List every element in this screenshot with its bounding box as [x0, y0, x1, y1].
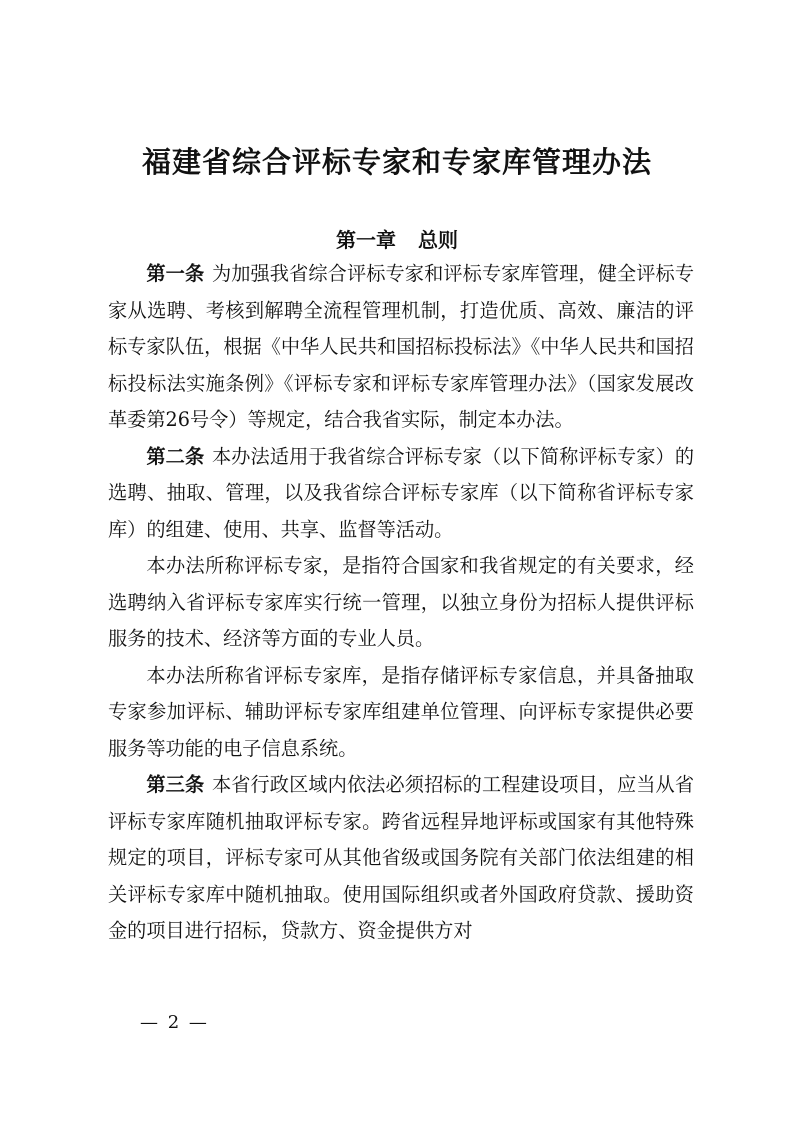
chapter-heading — [0, 224, 794, 253]
paragraph-text: 本办法所称省评标专家库，是指存储评标专家信息，并具备抽取专家参加评标、辅助评标专家库组建单位管理、向评标专家提供必要服务等功能的电子信息系统。 — [108, 663, 694, 760]
paragraph-text: 本办法适用于我省综合评标专家（以下简称评标专家）的选聘、抽取、管理，以及我省综合评标专家库（以下简称省评标专家库）的组建、使用、共享、监督等活动。 — [108, 444, 695, 541]
paragraph-library-definition — [108, 658, 694, 768]
paragraph-text: 为加强我省综合评标专家和评标专家库管理，健全评标专家从选聘、考核到解聘全流程管理机制，打造优质、高效、廉洁的评标专家队伍，根据《中华人民共和国招标投标法》《中华人民共和国招标投标法实施条例》《评标专家和评标专家库管理办法》（国家发展改革委第26号令）等规定，结合我省实际，制定本办法。 — [108, 262, 695, 431]
paragraph-article-1 — [108, 256, 694, 439]
paragraph-text: 本办法所称评标专家，是指符合国家和我省规定的有关要求，经选聘纳入省评标专家库实行统一管理，以独立身份为招标人提供评标服务的技术、经济等方面的专业人员。 — [108, 554, 694, 650]
article-label: 第三条 — [146, 773, 205, 796]
paragraph-article-2 — [108, 439, 694, 549]
document-body — [108, 256, 694, 950]
paragraph-text: 本省行政区域内依法必须招标的工程建设项目，应当从省评标专家库随机抽取评标专家。跨省远程异地评标或国家有其他特殊规定的项目，评标专家可从其他省级或国务院有关部门依法组建的相关评标专家库中随机抽取。使用国际组织或者外国政府贷款、援助资金的项目进行招标，贷款方、资金提供方对 — [108, 773, 695, 942]
page-number: — 2 — — [140, 1012, 209, 1033]
chapter-name: 总则 — [418, 228, 458, 252]
paragraph-article-3 — [108, 767, 694, 950]
chapter-number: 第一章 — [336, 228, 396, 252]
paragraph-expert-definition — [108, 548, 694, 658]
document-title: 福建省综合评标专家和专家库管理办法 — [141, 145, 652, 179]
article-label: 第一条 — [146, 262, 205, 285]
article-label: 第二条 — [146, 444, 205, 468]
